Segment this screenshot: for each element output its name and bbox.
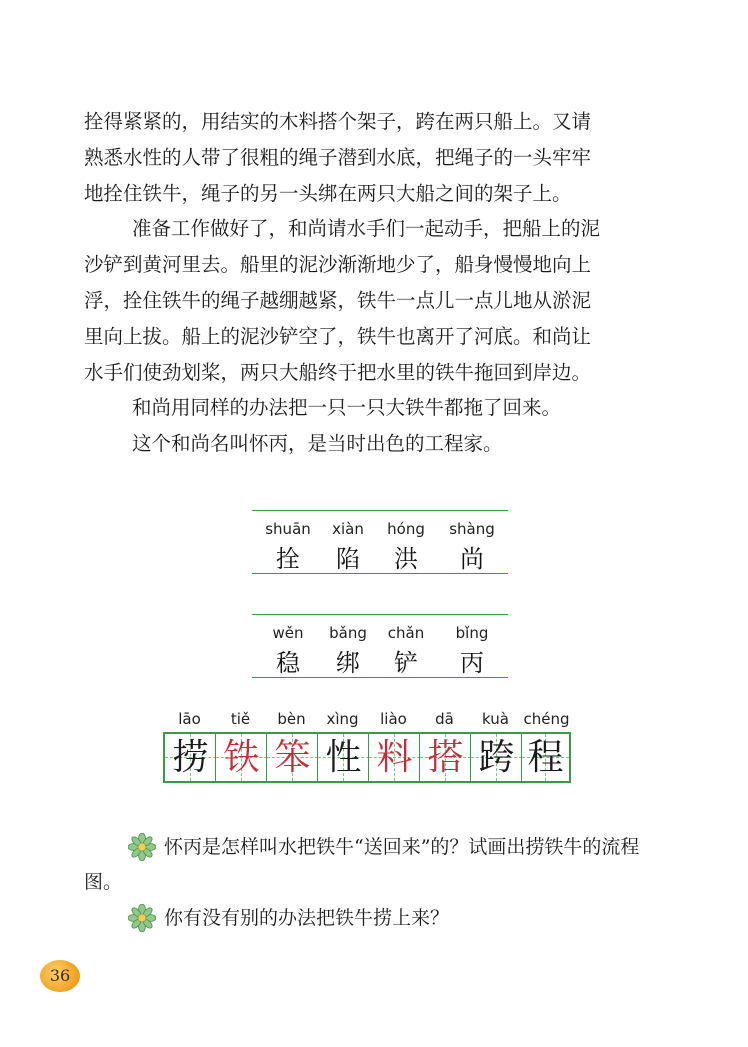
- pinyin: bèn: [277, 710, 306, 728]
- question-2: 你有没有别的办法把铁牛捞上来？: [164, 907, 450, 929]
- grid-char: 跨: [478, 737, 515, 778]
- pinyin: chéng: [523, 710, 570, 728]
- grid-char: 性: [325, 737, 362, 778]
- question-1-line-2: 图。: [84, 871, 123, 893]
- pinyin: tiě: [230, 710, 251, 728]
- story-line: 浮，拴住铁牛的绳子越绷越紧，铁牛一点儿一点儿地从淤泥: [84, 289, 592, 312]
- story-line: 里向上拔。船上的泥沙铲空了，铁牛也离开了河底。和尚让: [84, 325, 592, 348]
- grid-char: 笨: [274, 737, 311, 778]
- pinyin: wěn: [272, 624, 304, 642]
- pinyin: hóng: [387, 520, 425, 538]
- story-line: 准备工作做好了，和尚请水手们一起动手，把船上的泥: [132, 217, 601, 240]
- writing-grid: [163, 732, 571, 783]
- writing-grid-pinyin-row: [164, 710, 572, 732]
- vocab-box-recognize-2: [252, 614, 508, 678]
- question-1-line-1: 怀丙是怎样叫水把铁牛“送回来”的？试画出捞铁牛的流程: [164, 836, 640, 858]
- pinyin: shuān: [265, 520, 311, 538]
- grid-char: 料: [376, 737, 413, 778]
- grid-cell: [522, 734, 569, 781]
- story-line: 熟悉水性的人带了很粗的绳子潜到水底，把绳子的一头牢牢: [84, 146, 592, 169]
- grid-cell: [267, 734, 318, 781]
- hanzi: 丙: [460, 649, 484, 677]
- hanzi: 绑: [336, 649, 360, 677]
- story-line: 水手们使劲划桨，两只大船终于把水里的铁牛拖回到岸边。: [84, 361, 592, 384]
- pinyin: dā: [435, 710, 454, 728]
- pinyin: lāo: [178, 710, 201, 728]
- grid-cell: [369, 734, 420, 781]
- story-line: 地拴住铁牛，绳子的另一头绑在两只大船之间的架子上。: [84, 182, 572, 205]
- grid-cell: [420, 734, 471, 781]
- grid-char: 程: [527, 737, 564, 778]
- pinyin: bǎng: [329, 624, 367, 642]
- pinyin: bǐng: [455, 624, 489, 642]
- pinyin: shàng: [449, 520, 495, 538]
- hanzi: 拴: [276, 545, 300, 573]
- story-line: 拴得紧紧的，用结实的木料搭个架子，跨在两只船上。又请: [84, 110, 592, 133]
- hanzi: 稳: [276, 649, 300, 677]
- grid-char: 铁: [223, 737, 260, 778]
- hanzi: 陷: [336, 545, 360, 573]
- pinyin: kuà: [482, 710, 509, 728]
- hanzi: 洪: [394, 545, 418, 573]
- pinyin: xiàn: [332, 520, 364, 538]
- pinyin: xìng: [326, 710, 359, 728]
- flower-icon: [128, 833, 156, 861]
- grid-char: 搭: [427, 737, 464, 778]
- grid-char: 捞: [172, 737, 209, 778]
- grid-cell: [318, 734, 369, 781]
- story-line: 这个和尚名叫怀丙，是当时出色的工程家。: [132, 432, 503, 455]
- pinyin: chǎn: [387, 624, 425, 642]
- grid-cell: [165, 734, 216, 781]
- pinyin: liào: [380, 710, 407, 728]
- hanzi: 铲: [394, 649, 418, 677]
- vocab-box-recognize: [252, 510, 508, 574]
- story-line: 沙铲到黄河里去。船里的泥沙渐渐地少了，船身慢慢地向上: [84, 253, 592, 276]
- page-number: 36: [40, 960, 80, 992]
- grid-cell: [216, 734, 267, 781]
- flower-icon: [128, 904, 156, 932]
- grid-cell: [471, 734, 522, 781]
- story-line: 和尚用同样的办法把一只一只大铁牛都拖了回来。: [132, 396, 562, 419]
- hanzi: 尚: [460, 545, 484, 573]
